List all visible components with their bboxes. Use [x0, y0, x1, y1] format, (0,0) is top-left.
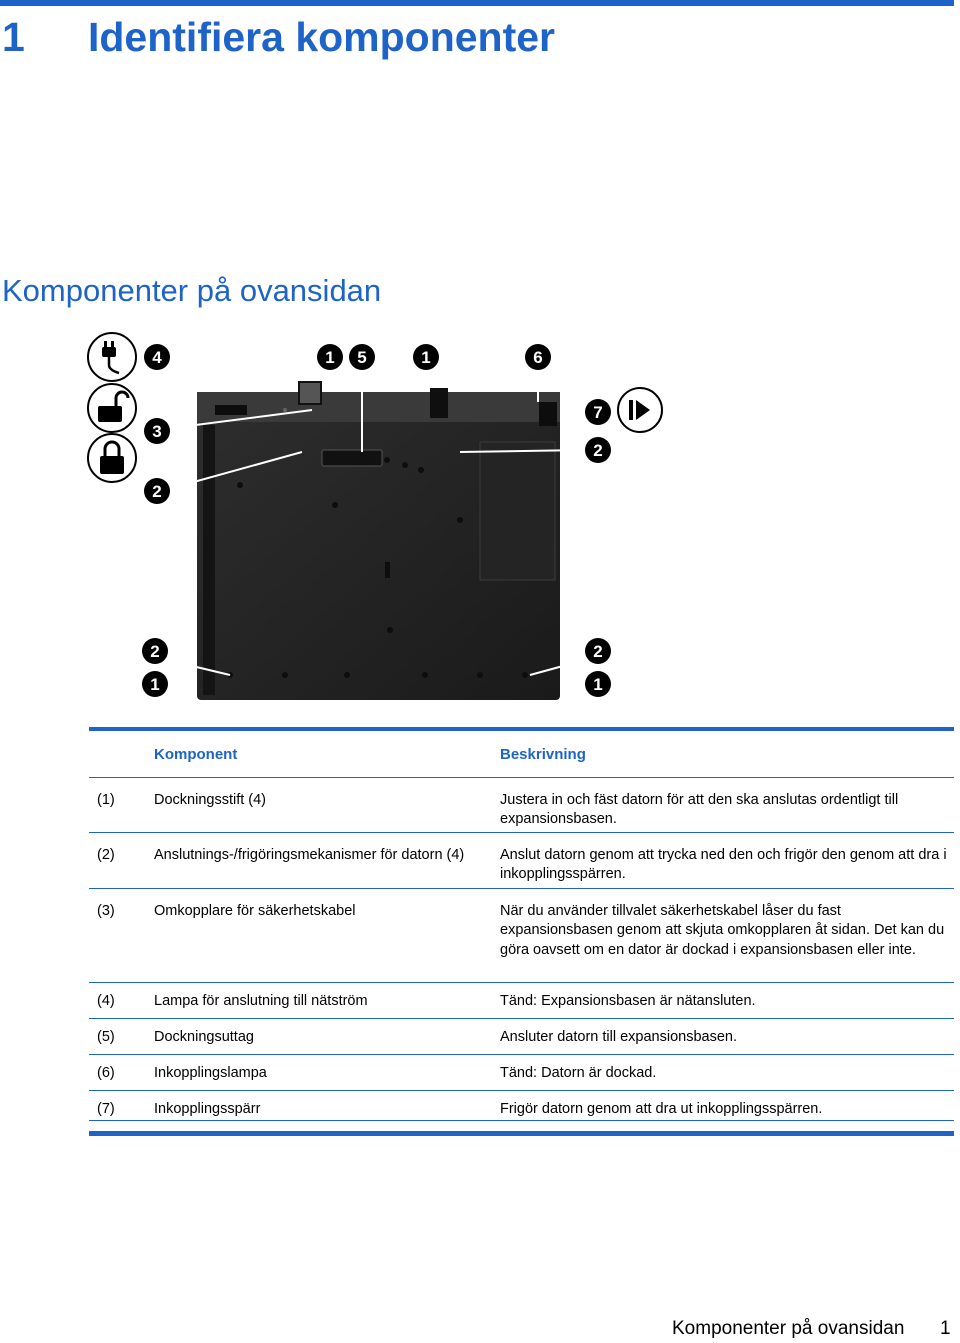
unlock-icon	[88, 384, 136, 432]
table-row	[89, 1091, 954, 1121]
callout-badge	[144, 344, 170, 370]
chapter-number: 1	[2, 14, 25, 60]
figure-top-view	[85, 330, 685, 710]
footer-section-title: Komponenter på ovansidan	[672, 1318, 905, 1339]
row-component: Dockningsuttag	[154, 1029, 254, 1045]
expansion-base-illustration	[85, 330, 685, 710]
docking-release-latch	[539, 402, 557, 426]
callout-label: 7	[593, 403, 603, 422]
row-component: Dockningsstift (4)	[154, 792, 267, 808]
callout-badge	[142, 671, 168, 697]
table-rule-bottom	[89, 1131, 954, 1136]
row-component: Lampa för anslutning till nätström	[154, 993, 368, 1009]
chapter-title-text: Identifiera komponenter	[88, 14, 556, 60]
callout-badge	[585, 671, 611, 697]
lock-icon	[88, 434, 136, 482]
header-component: Komponent	[154, 746, 238, 763]
expansion-base-body	[197, 388, 560, 700]
table-row	[89, 1019, 954, 1055]
callout-label: 5	[357, 348, 367, 367]
top-rule	[0, 0, 954, 6]
row-description: Tänd: Datorn är dockad.	[500, 1065, 657, 1081]
power-plug-icon	[88, 333, 136, 381]
header-description: Beskrivning	[500, 746, 586, 763]
table-row	[89, 778, 954, 833]
callout-label: 2	[150, 642, 160, 661]
table-row	[89, 983, 954, 1019]
row-component: Anslutnings-/frigöringsmekanismer för datorn (4)	[154, 847, 465, 863]
callout-badge	[413, 344, 439, 370]
callout-label: 4	[152, 348, 162, 367]
callout-badge	[525, 344, 551, 370]
row-number: (1)	[97, 792, 115, 808]
table-row	[89, 889, 954, 983]
chapter-title	[2, 14, 555, 61]
callout-badge	[349, 344, 375, 370]
callout-badge	[585, 437, 611, 463]
callout-label: 1	[150, 675, 160, 694]
callout-badge	[585, 638, 611, 664]
callout-badge	[585, 399, 611, 425]
row-description: Frigör datorn genom att dra ut inkopplingsspärren.	[500, 1101, 823, 1117]
callout-label: 1	[325, 348, 335, 367]
section-title: Komponenter på ovansidan	[2, 273, 382, 308]
callout-label: 1	[421, 348, 431, 367]
row-description: Anslut datorn genom att trycka ned den och frigör den genom att dra i inkopplingsspärren.	[500, 847, 947, 883]
callout-label: 2	[152, 482, 162, 501]
table-row	[89, 1055, 954, 1091]
table-row	[89, 833, 954, 889]
row-description: Ansluter datorn till expansionsbasen.	[500, 1029, 737, 1045]
callout-label: 1	[593, 675, 603, 694]
callout-badge	[142, 638, 168, 664]
row-description: När du använder tillvalet säkerhetskabel låser du fast expansionsbasen genom att skjuta omkopplaren åt sidan. Det kan du göra oavsett om en dator är dockad i expansionsbasen eller inte.	[500, 903, 945, 958]
row-number: (3)	[97, 903, 115, 919]
row-number: (4)	[97, 993, 115, 1009]
docking-connector	[322, 450, 382, 466]
row-number: (2)	[97, 847, 115, 863]
row-number: (7)	[97, 1101, 115, 1117]
latch-release-icon	[618, 388, 662, 432]
callout-label: 2	[593, 441, 603, 460]
row-number: (5)	[97, 1029, 115, 1045]
row-description: Tänd: Expansionsbasen är nätansluten.	[500, 993, 756, 1009]
callout-label: 6	[533, 348, 543, 367]
components-table	[89, 727, 954, 1136]
row-component: Inkopplingslampa	[154, 1065, 267, 1081]
power-light-indicator	[299, 382, 321, 404]
callout-label: 3	[152, 422, 162, 441]
page-number: 1	[940, 1318, 951, 1339]
row-number: (6)	[97, 1065, 115, 1081]
callout-label: 2	[593, 642, 603, 661]
table-header	[89, 731, 954, 778]
row-component: Omkopplare för säkerhetskabel	[154, 903, 356, 919]
callout-badge	[144, 418, 170, 444]
callout-badge	[144, 478, 170, 504]
callout-badge	[317, 344, 343, 370]
row-description: Justera in och fäst datorn för att den ska anslutas ordentligt till expansionsbasen.	[500, 792, 899, 828]
row-component: Inkopplingsspärr	[154, 1101, 261, 1117]
